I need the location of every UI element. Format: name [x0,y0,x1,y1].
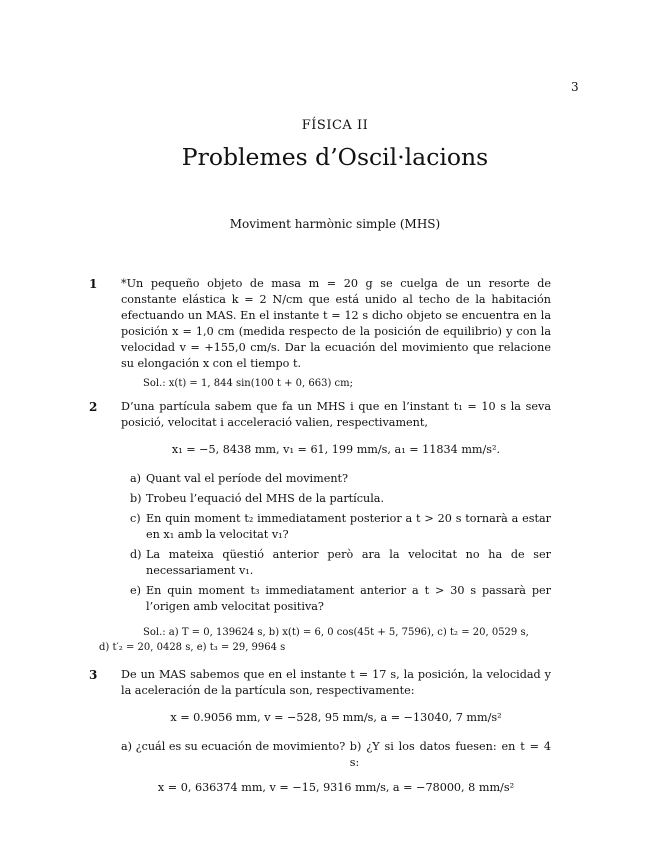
list-item [121,547,551,579]
problem-statement: D’una partícula sabem que fa un MHS i que en l’instant t₁ = 10 s la seva posició, velocitat i acceleració valien, respectivament, [121,400,551,429]
problem-body [121,276,551,391]
list-item [121,491,551,507]
item-label: b) [130,492,142,505]
section-title: Moviment harmònic simple (MHS) [229,217,441,231]
problem-number: 1 [89,277,98,291]
problem-number: 3 [89,668,98,682]
item-text: En quin moment t₃ immediatament anterior a t > 30 s passarà per l’origen amb velocitat positiva? [146,584,551,613]
equation: x₁ = −5, 8438 mm, v₁ = 61, 199 mm/s, a₁ = 11834 mm/s². [171,443,501,456]
course-subject: FÍSICA II [301,118,369,133]
list-item [121,511,551,543]
solution-line-1: Sol.: a) T = 0, 139624 s, b) x(t) = 6, 0 cos(45t + 5, 7596), c) t₂ = 20, 0529 s, [143,627,529,638]
problem-body [121,667,551,809]
item-text: La mateixa qüestió anterior però ara la velocitat no ha de ser necessariament v₁. [146,548,551,577]
problem-number: 2 [89,400,98,414]
solution: Sol.: x(t) = 1, 844 sin(100 t + 0, 663) cm; [143,378,354,389]
item-text: En quin moment t₂ immediatament posterior a t > 20 s tornarà a estar en x₁ amb la velocitat v₁? [146,512,551,541]
list-item [121,583,551,615]
item-label: a) [130,472,142,485]
item-label: e) [130,584,141,597]
problem-statement: *Un pequeño objeto de masa m = 20 g se cuelga de un resorte de constante elástica k = 2 N/cm que está unido al techo de la habitación efectuando un MAS. En el instante t = 12 s dicho objeto se encuentra en la posición x = 1,0 cm (medida respecto de la posición de equilibrio) y con la velocidad v = +155,0 cm/s. Dar la ecuación del movimiento que relacione su elongación x con el tiempo t. [121,277,551,370]
item-text: Quant val el període del moviment? [146,472,349,485]
page-title: Problemes d’Oscil·lacions [181,143,489,171]
solution-line-2: d) t′₂ = 20, 0428 s, e) t₃ = 29, 9964 s [99,642,286,653]
item-label: c) [130,512,141,525]
problem-statement: De un MAS sabemos que en el instante t = 17 s, la posición, la velocidad y la aceleración de la partícula son, respectivamente: [121,668,551,697]
item-label: d) [130,548,142,561]
question-list [121,471,551,615]
part-a: a) ¿cuál es su ecuación de movimiento? [121,740,346,753]
equation: x = 0.9056 mm, v = −528, 95 mm/s, a = −13040, 7 mm/s² [170,711,502,724]
part-b: b) ¿Y si los datos fuesen: en t = 4 s: [349,740,551,769]
item-text: Trobeu l’equació del MHS de la partícula. [146,492,385,505]
page-number: 3 [571,80,579,94]
list-item [121,471,551,487]
equation-2: x = 0, 636374 mm, v = −15, 9316 mm/s, a = −78000, 8 mm/s² [157,781,515,794]
problem-body [99,399,551,655]
sub-questions [121,739,551,771]
